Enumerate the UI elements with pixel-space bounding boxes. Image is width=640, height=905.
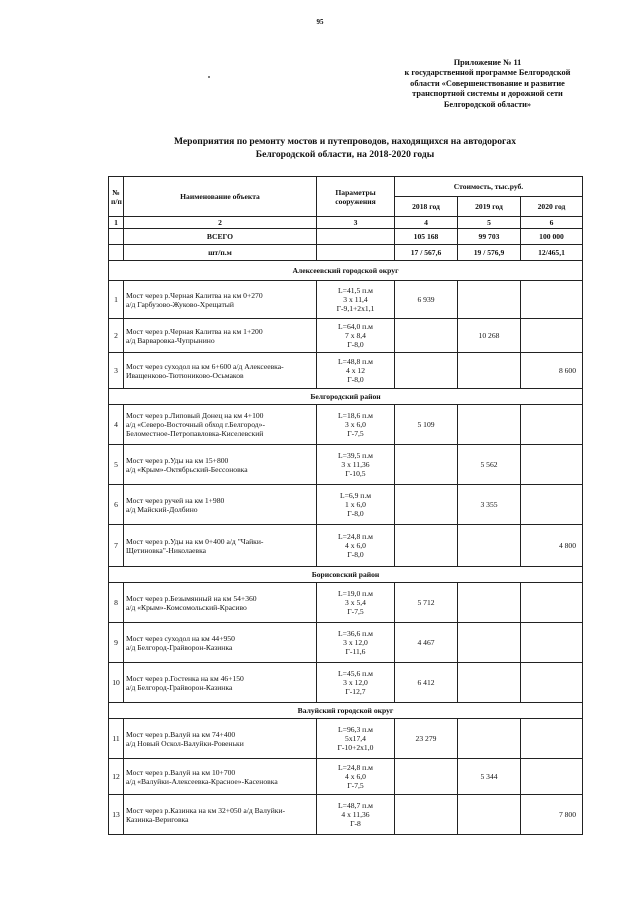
object-params-line: L=19,0 п.м (338, 589, 373, 598)
table-row (109, 405, 583, 445)
section-row (109, 261, 583, 281)
object-params-line: Г-9,1+2х1,1 (336, 304, 375, 313)
cost-2020 (521, 319, 583, 353)
title-line: Белгородской области, на 2018-2020 годы (255, 148, 435, 160)
object-params (317, 445, 395, 485)
row-number: 13 (109, 795, 124, 835)
appendix-line: области «Совершенствование и развитие (410, 78, 565, 88)
object-name-line: а/д Майский-Долбино (126, 504, 198, 514)
section-title: Валуйский городской округ (109, 703, 583, 719)
units-label: шт/п.м (124, 245, 317, 261)
total-2018: 105 168 (395, 229, 458, 245)
appendix-line: к государственной программе Белгородской (404, 68, 571, 78)
table-row (109, 583, 583, 623)
appendix-line: Белгородской области» (443, 99, 532, 109)
object-params-line: 3 х 5,4 (345, 598, 366, 607)
object-name-line: Беломестное-Петропавловка-Киселевский (126, 429, 264, 438)
header-cost: Стоимость, тыс.руб. (395, 177, 583, 197)
row-number: 8 (109, 583, 124, 623)
object-name-line: Мост через р.Уды на км 15+800 (126, 455, 229, 465)
object-name (124, 485, 317, 525)
object-params-line: 1 х 6,0 (345, 500, 366, 509)
object-name-line: Мост через суходол на км 6+600 а/д Алексеевка- (126, 361, 284, 371)
total-2020: 100 000 (521, 229, 583, 245)
cost-2019 (458, 353, 521, 389)
object-params-line: Г-8,0 (347, 340, 364, 349)
object-name (124, 583, 317, 623)
table-row (109, 795, 583, 835)
object-params-line: 4 х 11,36 (341, 810, 370, 819)
bridges-table (108, 176, 583, 835)
table-row (109, 485, 583, 525)
cost-2018 (395, 485, 458, 525)
object-params-line: L=6,9 п.м (339, 491, 372, 500)
cost-2019 (458, 663, 521, 703)
object-params (317, 281, 395, 319)
object-name-line: Мост через р.Уды на км 0+400 а/д "Чайки- (126, 536, 264, 546)
object-params-line: Г-10,5 (345, 469, 366, 478)
table-row (109, 623, 583, 663)
row-number: 1 (109, 281, 124, 319)
total-label: ВСЕГО (124, 229, 317, 245)
units-2018: 17 / 567,6 (395, 245, 458, 261)
object-params-line: 3 х 6,0 (345, 420, 366, 429)
object-params-line: L=18,6 п.м (338, 411, 373, 420)
object-params (317, 405, 395, 445)
object-params-line: Г-7,5 (347, 429, 364, 438)
cost-2020 (521, 583, 583, 623)
cost-2018 (395, 445, 458, 485)
column-number: 1 (109, 217, 124, 229)
header-2019: 2019 год (458, 197, 521, 217)
object-params-line: 3 х 11,36 (341, 460, 370, 469)
section-title: Борисовский район (109, 567, 583, 583)
object-name-line: Мост через р.Гостенка на км 46+150 (126, 673, 244, 683)
cost-2020 (521, 719, 583, 759)
cost-2019: 5 562 (458, 445, 521, 485)
cost-2018: 6 412 (395, 663, 458, 703)
object-name-line: Мост через ручей на км 1+980 (126, 495, 225, 505)
cost-2018: 5 109 (395, 405, 458, 445)
cost-2020: 4 800 (521, 525, 583, 567)
object-params-line: L=48,8 п.м (338, 357, 373, 366)
table-row (109, 663, 583, 703)
table-row (109, 281, 583, 319)
object-name-line: Мост через р.Валуй на км 10+700 (126, 767, 236, 777)
units-2019: 19 / 576,9 (458, 245, 521, 261)
page-number: 95 (316, 18, 324, 26)
document-title (150, 136, 540, 161)
object-name-line: а/д Новый Оскол-Валуйки-Ровеньки (126, 738, 244, 748)
scan-speck (208, 76, 210, 78)
object-params (317, 663, 395, 703)
object-params-line: 4 х 6,0 (345, 772, 366, 781)
object-name-line: а/д Варваровка-Чупрынино (126, 335, 215, 345)
object-params (317, 485, 395, 525)
cost-2019: 5 344 (458, 759, 521, 795)
title-line: Мероприятия по ремонту мостов и путепроводов, находящихся на автодорогах (173, 136, 517, 147)
appendix-line: транспортной системы и дорожной сети (412, 89, 563, 99)
object-name-line: а/д «Валуйки-Алексеевка-Красное»-Касеновка (126, 776, 278, 786)
cost-2018: 5 712 (395, 583, 458, 623)
cost-2020 (521, 405, 583, 445)
cost-2019 (458, 525, 521, 567)
object-name-line: Мост через суходол на км 44+950 (126, 633, 235, 643)
object-name-line: Мост через р.Валуй на км 74+400 (126, 729, 236, 739)
cost-2018 (395, 759, 458, 795)
row-number: 7 (109, 525, 124, 567)
object-name-line: Иващенково-Тютюниково-Осьмаков (126, 370, 244, 380)
cost-2019: 10 268 (458, 319, 521, 353)
object-params-line: 5х17,4 (345, 734, 366, 743)
cost-2020 (521, 623, 583, 663)
row-number: 10 (109, 663, 124, 703)
object-params (317, 623, 395, 663)
row-number: 3 (109, 353, 124, 389)
object-params (317, 759, 395, 795)
object-params-line: L=96,3 п.м (338, 725, 373, 734)
column-number: 6 (521, 217, 583, 229)
object-name-line: Мост через р.Казинка на км 32+050 а/д Валуйки- (126, 805, 286, 815)
object-params (317, 719, 395, 759)
object-name-line: а/д Гарбузово-Жуково-Хрещатый (126, 299, 234, 309)
object-params (317, 353, 395, 389)
object-name-line: а/д Белгород-Грайворон-Казинка (126, 682, 233, 692)
object-params-line: L=24,8 п.м (338, 532, 373, 541)
cost-2019: 3 355 (458, 485, 521, 525)
cost-2020 (521, 663, 583, 703)
header-params: Параметры сооружения (317, 177, 395, 217)
object-name (124, 445, 317, 485)
header-number: № п/п (109, 177, 124, 217)
appendix-header (380, 58, 595, 110)
object-params-line: Г-7,5 (347, 607, 364, 616)
section-title: Алексеевский городской округ (109, 261, 583, 281)
object-params (317, 583, 395, 623)
header-2018: 2018 год (395, 197, 458, 217)
table-row (109, 319, 583, 353)
row-number: 2 (109, 319, 124, 353)
total-row (109, 229, 583, 245)
object-params (317, 795, 395, 835)
object-params-line: L=64,0 п.м (338, 322, 373, 331)
table-row (109, 719, 583, 759)
total-2019: 99 703 (458, 229, 521, 245)
row-number: 12 (109, 759, 124, 795)
cost-2018 (395, 525, 458, 567)
cost-2018: 4 467 (395, 623, 458, 663)
object-name (124, 319, 317, 353)
cost-2018 (395, 319, 458, 353)
object-name-line: а/д «Крым»-Октябрьский-Бессоновка (126, 464, 248, 474)
object-params-line: L=36,6 п.м (338, 629, 373, 638)
object-params-line: Г-8,0 (347, 375, 364, 384)
object-name-line: Щетиновка"-Николаевка (126, 545, 207, 555)
section-row (109, 389, 583, 405)
object-params (317, 319, 395, 353)
cost-2020 (521, 281, 583, 319)
object-name (124, 623, 317, 663)
column-numbers-row (109, 217, 583, 229)
object-params-line: Г-7,5 (347, 781, 364, 790)
object-params-line: 4 х 12 (346, 366, 365, 375)
object-params-line: L=24,8 п.м (338, 763, 373, 772)
object-params-line: 4 х 6,0 (345, 541, 366, 550)
object-params-line: 3 х 12,0 (343, 638, 368, 647)
cost-2018: 6 939 (395, 281, 458, 319)
table-row (109, 759, 583, 795)
table-row (109, 525, 583, 567)
table-row (109, 445, 583, 485)
object-params-line: L=39,5 п.м (338, 451, 373, 460)
cost-2018 (395, 795, 458, 835)
column-number: 3 (317, 217, 395, 229)
cost-2020: 8 600 (521, 353, 583, 389)
object-name-line: а/д Белгород-Грайворон-Казинка (126, 642, 233, 652)
object-params-line: 7 х 8,4 (345, 331, 366, 340)
appendix-line: Приложение № 11 (453, 58, 522, 67)
row-number: 6 (109, 485, 124, 525)
object-params-line: Г-12,7 (345, 687, 366, 696)
cost-2020 (521, 445, 583, 485)
table-row (109, 353, 583, 389)
object-name-line: Мост через р.Липовый Донец на км 4+100 (126, 411, 264, 420)
cost-2020 (521, 485, 583, 525)
object-name-line: Мост через р.Черная Калитва на км 1+200 (126, 326, 263, 336)
object-params-line: Г-8,0 (347, 550, 364, 559)
object-params-line: Г-11,6 (345, 647, 366, 656)
cost-2018: 23 279 (395, 719, 458, 759)
header-2020: 2020 год (521, 197, 583, 217)
row-number: 11 (109, 719, 124, 759)
object-name-line: а/д «Северо-Восточный обход г.Белгород»- (126, 420, 265, 429)
object-name (124, 759, 317, 795)
object-params-line: L=41,5 п.м (338, 286, 373, 295)
object-params-line: 3 х 11,4 (343, 295, 368, 304)
column-number: 4 (395, 217, 458, 229)
object-params-line: Г-10+2х1,0 (337, 743, 374, 752)
object-name (124, 405, 317, 445)
object-params-line: L=45,6 п.м (338, 669, 373, 678)
object-name (124, 525, 317, 567)
object-name-line: Мост через р.Черная Калитва на км 0+270 (126, 290, 263, 300)
header-name: Наименование объекта (124, 177, 317, 217)
object-name (124, 795, 317, 835)
row-number: 5 (109, 445, 124, 485)
units-row (109, 245, 583, 261)
object-params-line: Г-8,0 (347, 509, 364, 518)
section-row (109, 703, 583, 719)
column-number: 5 (458, 217, 521, 229)
units-2020: 12/465,1 (521, 245, 583, 261)
cost-2020: 7 800 (521, 795, 583, 835)
cost-2020 (521, 759, 583, 795)
object-name-line: Мост через р.Безымянный на км 54+360 (126, 593, 257, 603)
object-name (124, 719, 317, 759)
cost-2019 (458, 719, 521, 759)
section-title: Белгородский район (109, 389, 583, 405)
cost-2019 (458, 281, 521, 319)
object-params (317, 525, 395, 567)
object-params-line: Г-8 (350, 819, 361, 828)
row-number: 4 (109, 405, 124, 445)
object-name-line: а/д «Крым»-Комсомольский-Красиво (126, 602, 247, 612)
section-row (109, 567, 583, 583)
object-name (124, 353, 317, 389)
cost-2019 (458, 405, 521, 445)
column-number: 2 (124, 217, 317, 229)
cost-2019 (458, 583, 521, 623)
cost-2019 (458, 795, 521, 835)
object-name (124, 663, 317, 703)
object-params-line: 3 х 12,0 (343, 678, 368, 687)
object-name-line: Казинка-Вериговка (126, 814, 189, 824)
cost-2019 (458, 623, 521, 663)
object-params-line: L=48,7 п.м (338, 801, 373, 810)
cost-2018 (395, 353, 458, 389)
row-number: 9 (109, 623, 124, 663)
object-name (124, 281, 317, 319)
